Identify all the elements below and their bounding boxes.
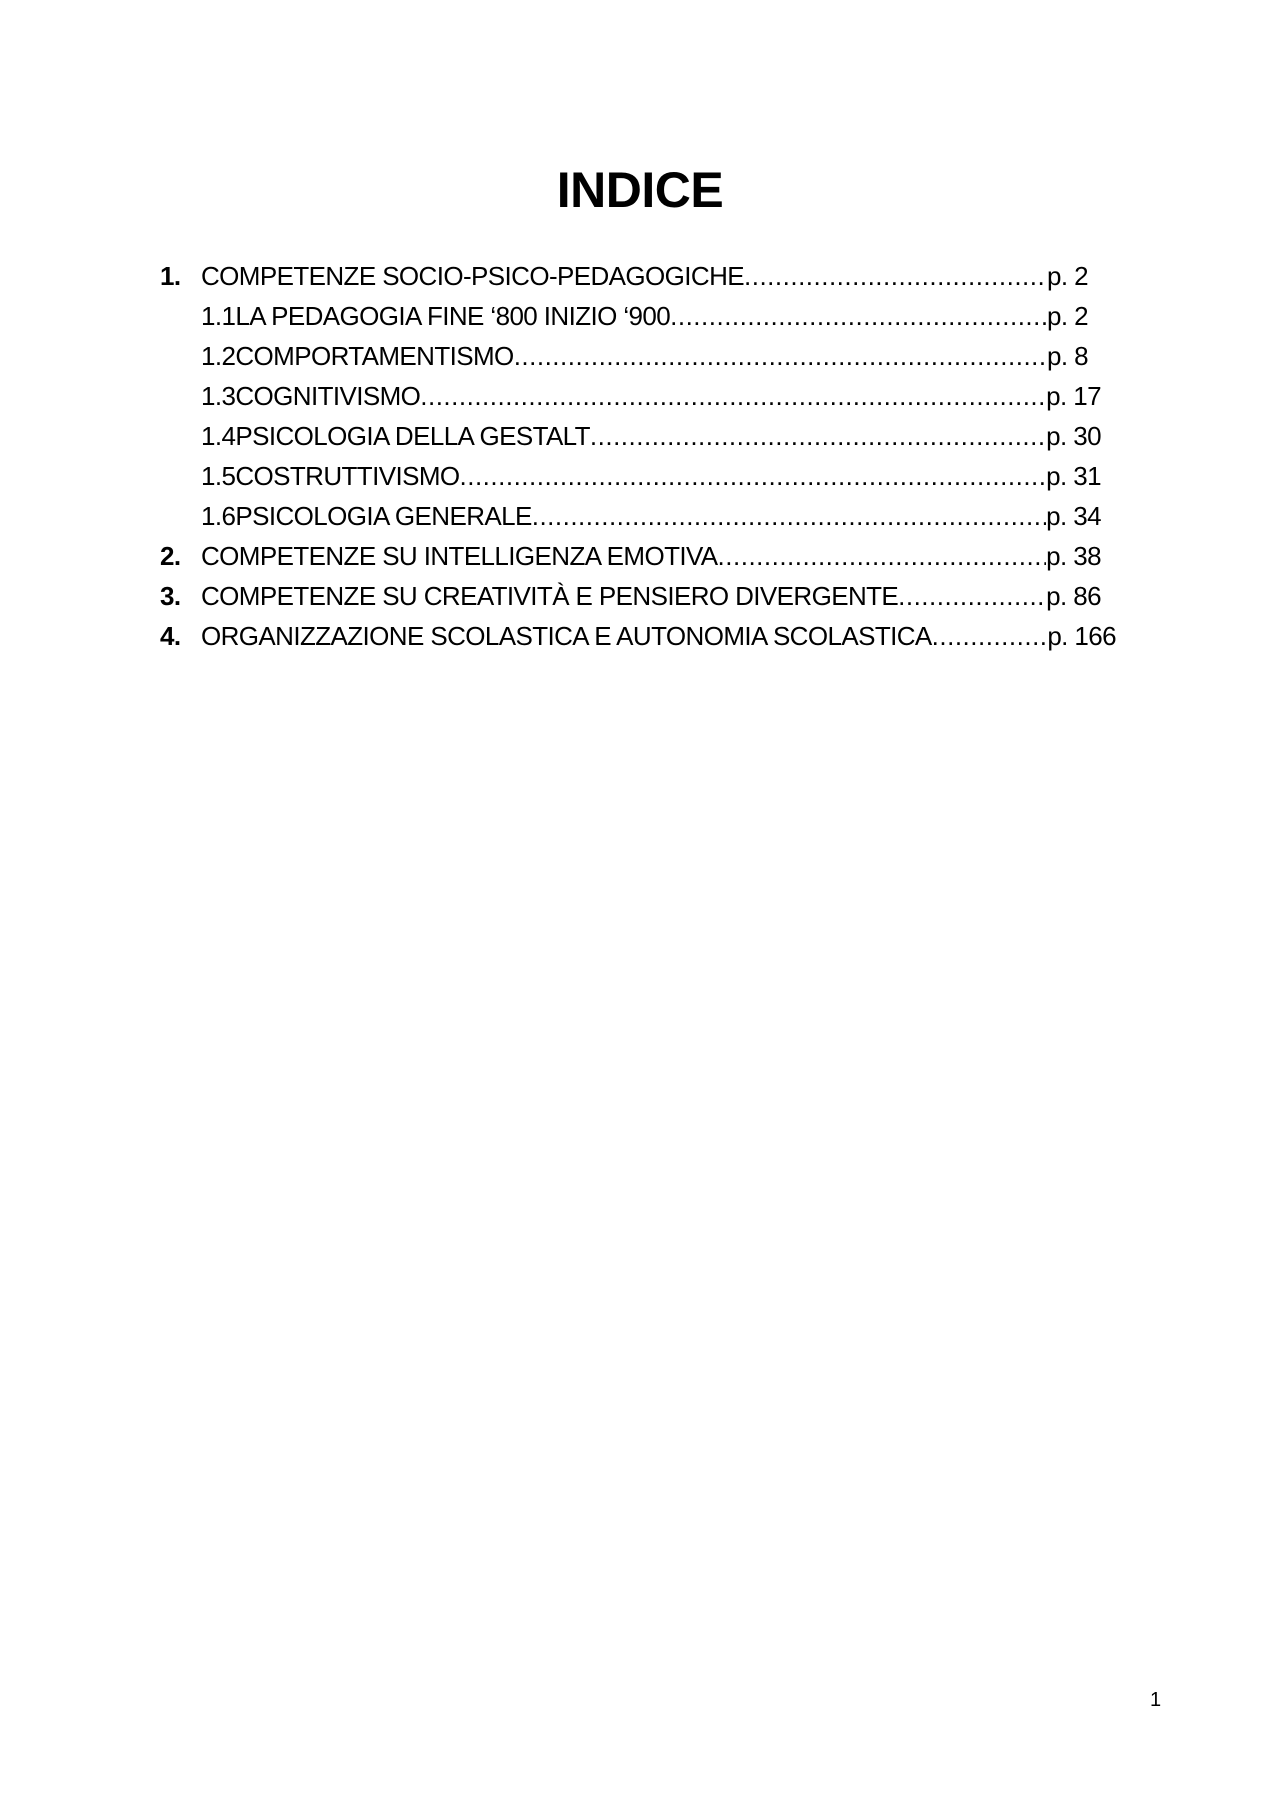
toc-page-ref: p. 2 — [1047, 301, 1088, 331]
toc-leader-dots — [532, 496, 1046, 536]
toc-subsection-title: COMPORTAMENTISMO — [235, 341, 514, 371]
toc-subsection-number: 1.1 — [201, 301, 236, 331]
toc-entry-1-4[interactable] — [160, 416, 1120, 456]
toc-subsection-number: 1.6 — [201, 501, 236, 531]
toc-entry-1-2[interactable] — [160, 336, 1120, 376]
toc-section-title: COMPETENZE SU INTELLIGENZA EMOTIVA — [201, 541, 718, 571]
toc-section-title: ORGANIZZAZIONE SCOLASTICA E AUTONOMIA SCOLASTICA — [201, 621, 932, 651]
toc-subsection-title: LA PEDAGOGIA FINE ‘800 INIZIO ‘900 — [235, 301, 671, 331]
toc-subsection-title: PSICOLOGIA GENERALE — [235, 501, 532, 531]
toc-page-ref: p. 30 — [1046, 421, 1101, 451]
toc-leader-dots — [718, 536, 1047, 576]
toc-section-number: 1. — [160, 261, 181, 291]
toc-subsection-number: 1.2 — [201, 341, 236, 371]
toc-page-ref: p. 86 — [1046, 581, 1101, 611]
toc-entry-2[interactable] — [160, 536, 1120, 576]
toc-page-ref: p. 2 — [1047, 261, 1088, 291]
toc-entry-1-3[interactable] — [160, 376, 1120, 416]
toc-leader-dots — [898, 576, 1046, 616]
toc-page-ref: p. 31 — [1046, 461, 1101, 491]
toc-section-number: 2. — [160, 541, 181, 571]
toc-leader-dots — [514, 336, 1047, 376]
toc-subsection-title: COGNITIVISMO — [235, 381, 421, 411]
toc-entry-1-5[interactable] — [160, 456, 1120, 496]
toc-entry-4[interactable] — [160, 616, 1120, 656]
toc-leader-dots — [932, 616, 1048, 656]
toc-leader-dots — [590, 416, 1046, 456]
toc-entry-3[interactable] — [160, 576, 1120, 616]
toc-entry-1-6[interactable] — [160, 496, 1120, 536]
toc-leader-dots — [744, 256, 1047, 296]
toc-page-ref: p. 166 — [1047, 621, 1116, 651]
toc-leader-dots — [670, 296, 1047, 336]
toc-subsection-number: 1.5 — [201, 461, 236, 491]
toc-section-title: COMPETENZE SU CREATIVITÀ E PENSIERO DIVERGENTE — [201, 581, 899, 611]
toc-leader-dots — [460, 456, 1047, 496]
toc-subsection-title: COSTRUTTIVISMO — [235, 461, 460, 491]
toc-page-ref: p. 8 — [1047, 341, 1088, 371]
toc-section-number: 4. — [160, 621, 181, 651]
toc-subsection-number: 1.4 — [201, 421, 236, 451]
toc-page-ref: p. 17 — [1046, 381, 1101, 411]
toc-subsection-number: 1.3 — [201, 381, 236, 411]
toc-subsection-title: PSICOLOGIA DELLA GESTALT — [235, 421, 590, 451]
table-of-contents — [160, 256, 1120, 656]
page-number: 1 — [1150, 1689, 1162, 1711]
toc-section-number: 3. — [160, 581, 181, 611]
toc-section-title: COMPETENZE SOCIO-PSICO-PEDAGOGICHE — [201, 261, 744, 291]
toc-leader-dots — [420, 376, 1046, 416]
toc-entry-1[interactable] — [160, 256, 1120, 296]
toc-entry-1-1[interactable] — [160, 296, 1120, 336]
page-title: INDICE — [556, 162, 724, 218]
toc-page-ref: p. 34 — [1046, 501, 1101, 531]
toc-page-ref: p. 38 — [1046, 541, 1101, 571]
